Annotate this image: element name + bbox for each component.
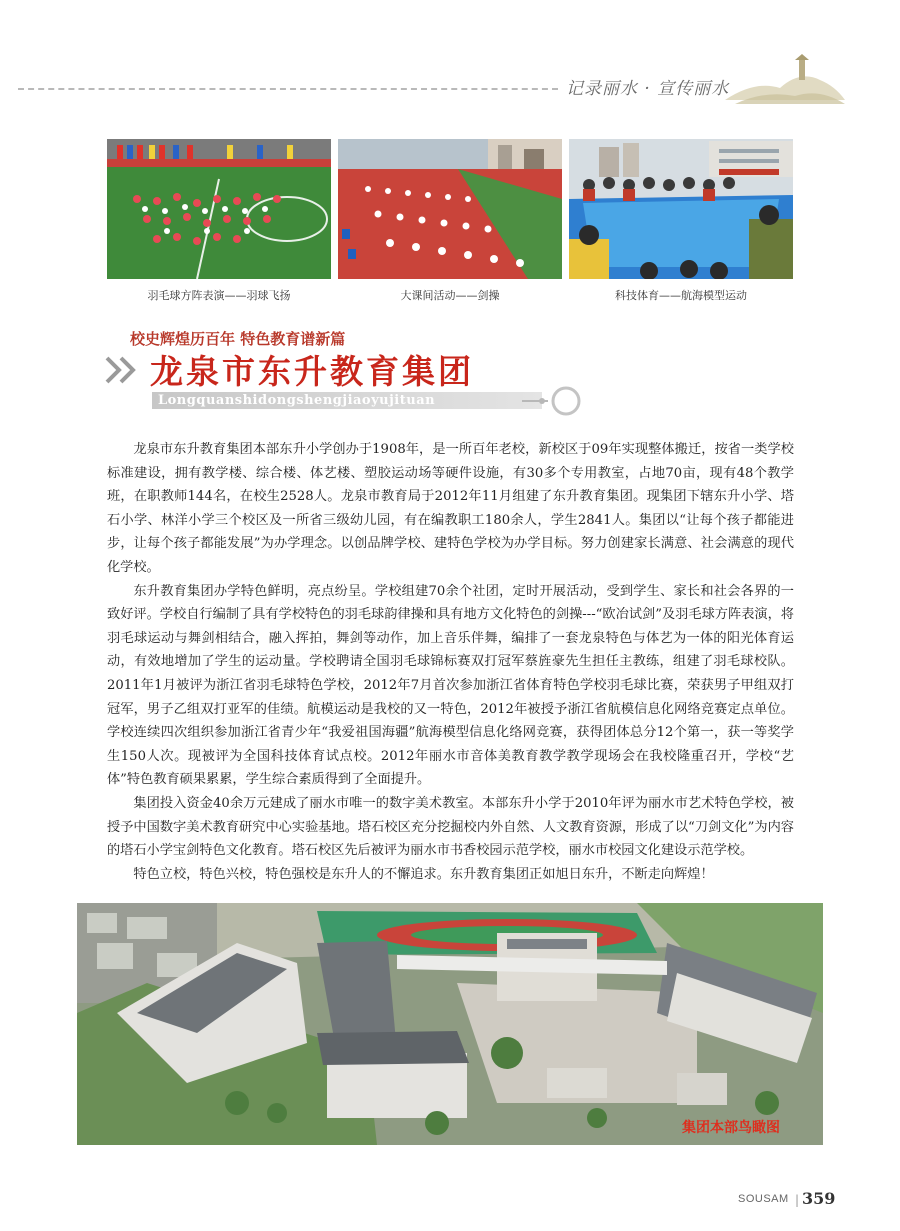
photo-badminton-formation [107,139,331,279]
photo-ship-model [569,139,793,279]
article-title: 龙泉市东升教育集团 [150,352,474,391]
photo-caption: 科技体育——航海模型运动 [615,289,747,302]
circle-decoration-icon [522,384,584,418]
footer-brand: SOUSAM [738,1193,789,1205]
article-paragraph: 东升教育集团办学特色鲜明，亮点纷呈。学校组建70余个社团，定时开展活动，受到学生、家长和社会各界的一致好评。学校自行编制了具有学校特色的羽毛球韵律操和具有地方文化特色的剑操---“欧冶试剑”及羽毛球方阵表演，将羽毛球运动与舞剑相结合，融入挥拍，舞剑等动作，加上音乐伴舞，编排了一套龙泉特色与体艺为一体的阳光体育运动，有效地增加了学生的运动量。学校聘请全国羽毛球锦标赛双打冠军蔡旌豪先生担任主教练，组建了羽毛球校队。2011年1月被评为浙江省羽毛球特色学校，2012年7月首次参加浙江省体育特色学校羽毛球比赛，荣获男子甲组双打冠军，男子乙组双打亚军的佳绩。航模运动是我校的又一特色，2012年被授予浙江省航模信息化网络竞赛定点单位。学校连续四次组织参加浙江省青少年“我爱祖国海疆”航海模型信息化络网竞赛，获得团体总分12个第一，获一等奖学生150人次。现被评为全国科技体育试点校。2012年丽水市音体美教育教学教学现场会在我校隆重召开，学校“艺体”特色教育硕果累累，学生综合素质得到了全面提升。 [107,583,794,788]
mountain-pagoda-icon [725,50,845,110]
photo-aerial-campus [77,903,823,1145]
footer-separator: | [795,1193,800,1207]
article-paragraph: 集团投入资金40余万元建成了丽水市唯一的数字美术教室。本部东升小学于2010年评为丽水市艺术特色学校，被授予中国数字美术教育研究中心实验基地。塔石校区充分挖掘校内外自然、人文教育资源，形成了以“刀剑文化”为内容的塔石小学宝剑特色文化教育。塔石校区先后被评为丽水市书香校园示范学校，丽水市校园文化建设示范学校。 [107,795,794,859]
header-title: 记录丽水 · 宣传丽水 [566,79,730,99]
article-body [107,438,794,886]
article-subtitle: 校史辉煌历百年 特色教育谱新篇 [130,330,346,348]
article-paragraph: 龙泉市东升教育集团本部东升小学创办于1908年，是一所百年老校，新校区于09年实现整体搬迁，按省一类学校标准建设，拥有教学楼、综合楼、体艺楼、塑胶运动场等硬件设施，有30多个专用教室，占地70亩，现有48个教学班，在职教师144名，在校生2528人。龙泉市教育局于2012年11月组建了东升教育集团。现集团下辖东升小学、塔石小学、林洋小学三个校区及一所省三级幼儿园，有在编教职工180余人，学生2841人。集团以“让每个孩子都能进步，让每个孩子都能发展”为办学理念。以创品牌学校、建特色学校为办学目标。努力创建家长满意、社会满意的现代化学校。 [107,442,794,575]
page-number: 359 [802,1189,836,1208]
aerial-caption: 集团本部鸟瞰图 [682,1120,780,1136]
article-paragraph: 特色立校，特色兴校，特色强校是东升人的不懈追求。东升教育集团正如旭日东升，不断走向辉煌！ [133,866,714,882]
header-dashed-rule [18,88,558,90]
photo-caption: 大课间活动——剑操 [400,289,500,302]
photo-sword-exercise [338,139,562,279]
article-pinyin: Longquanshidongshengjiaoyujituan [158,393,436,408]
photo-caption: 羽毛球方阵表演——羽球飞扬 [147,289,291,302]
double-chevron-icon [104,354,140,386]
